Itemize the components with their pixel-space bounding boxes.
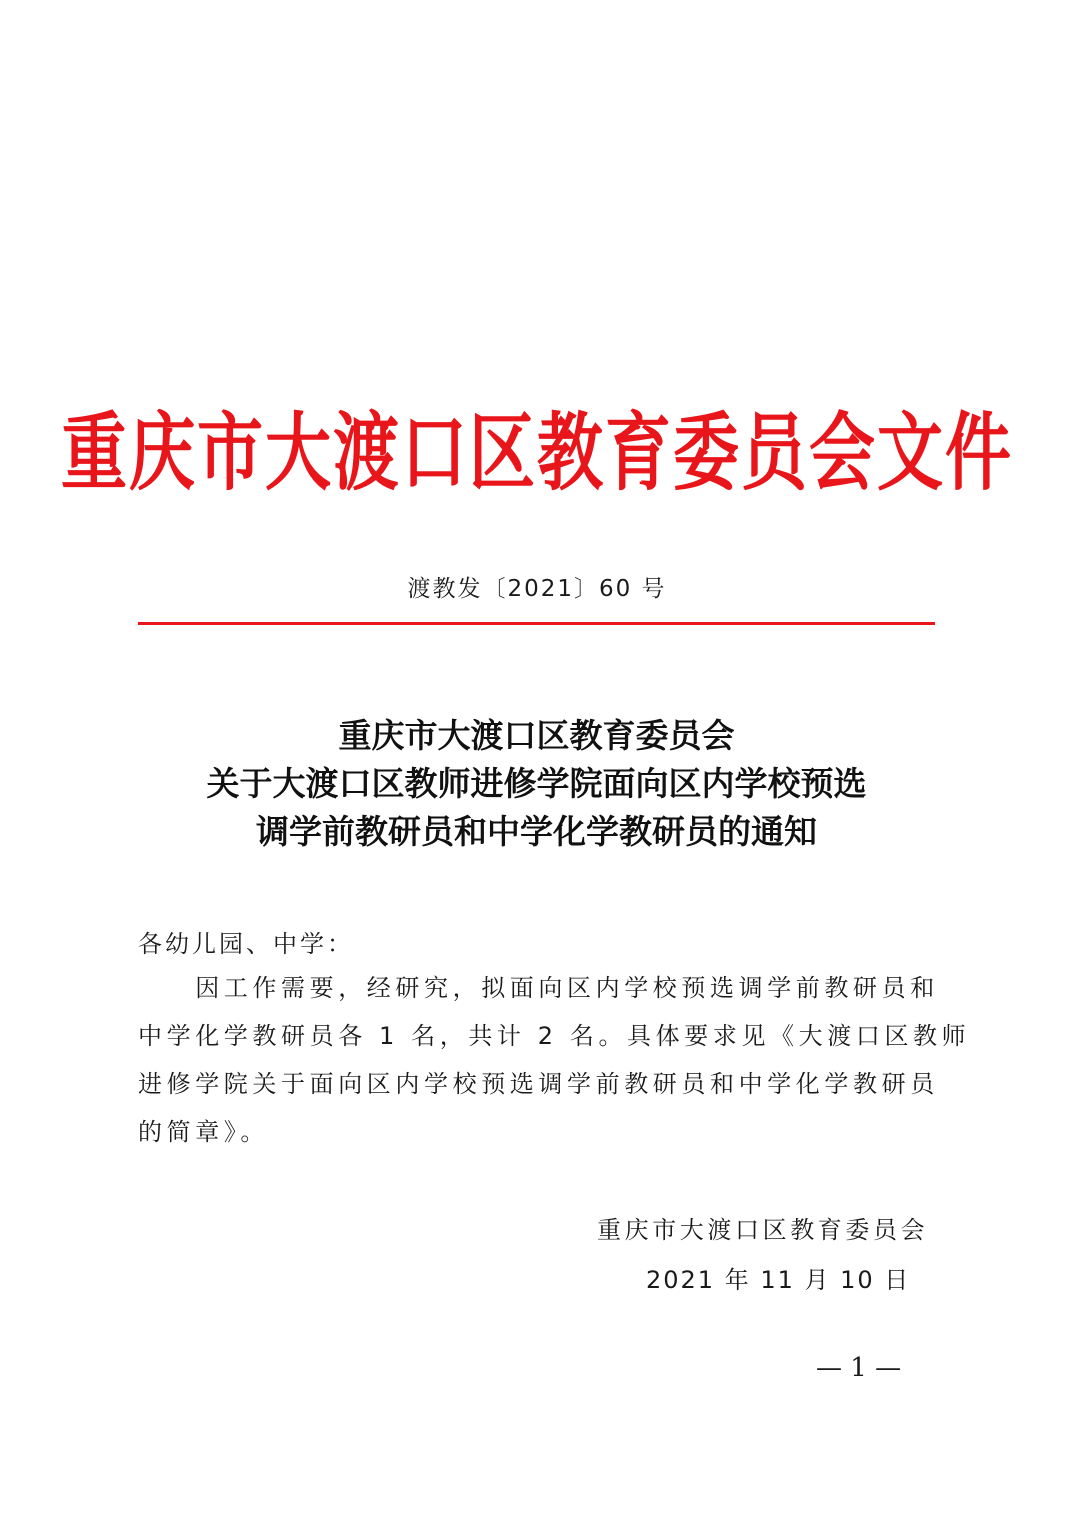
page-number: — 1 —: [816, 1353, 902, 1383]
title-line: 重庆市大渡口区教育委员会: [338, 716, 735, 755]
title-line: 关于大渡口区教师进修学院面向区内学校预选: [206, 764, 867, 803]
red-divider-line: [138, 622, 935, 625]
document-number: 渡教发〔2021〕60 号: [407, 576, 667, 602]
body-line: 的简章》。: [138, 1118, 269, 1146]
salutation: 各幼儿园、中学：: [138, 930, 354, 958]
body-line: 进修学院关于面向区内学校预选调学前教研员和中学化学教研员: [138, 1070, 939, 1098]
signature-organization: 重庆市大渡口区教育委员会: [597, 1216, 929, 1244]
signature-date: 2021 年 11 月 10 日: [646, 1266, 911, 1294]
masthead: 重庆市大渡口区教育委员会文件: [61, 402, 1013, 503]
document-title: [138, 712, 935, 856]
title-line: 调学前教研员和中学化学教研员的通知: [256, 812, 817, 851]
body-line: 中学化学教研员各 1 名，共计 2 名。具体要求见《大渡口区教师: [138, 1022, 971, 1050]
body-line: 因工作需要，经研究，拟面向区内学校预选调学前教研员和: [138, 974, 939, 1002]
